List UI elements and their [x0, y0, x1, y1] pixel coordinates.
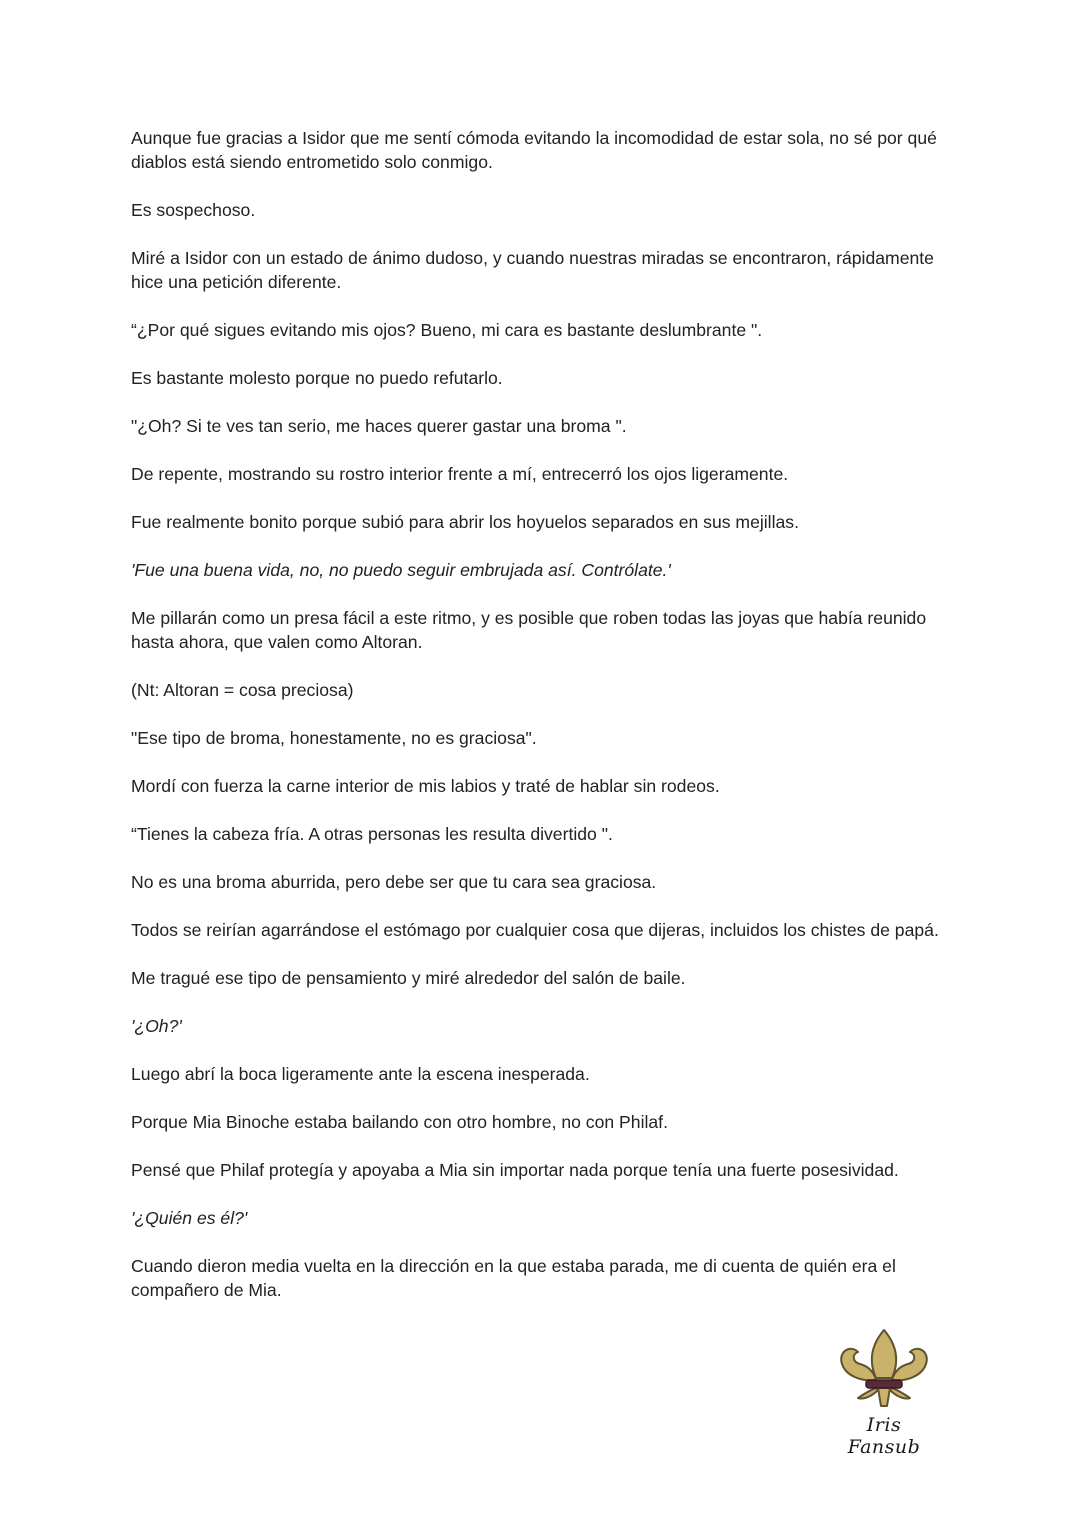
paragraph-19: Luego abrí la boca ligeramente ante la escena inesperada. — [131, 1064, 590, 1084]
paragraph-14: “Tienes la cabeza fría. A otras personas les resulta divertido ". — [131, 824, 613, 844]
document-body — [131, 126, 946, 1326]
paragraph-5: Es bastante molesto porque no puedo refutarlo. — [131, 368, 503, 388]
paragraph-8: Fue realmente bonito porque subió para abrir los hoyuelos separados en sus mejillas. — [131, 512, 799, 532]
paragraph-10: Me pillarán como un presa fácil a este ritmo, y es posible que roben todas las joyas que había reunido hasta ahora, que valen como Altoran. — [131, 608, 927, 652]
paragraph-22-thought: '¿Quién es él?' — [131, 1208, 248, 1228]
paragraph-21: Pensé que Philaf protegía y apoyaba a Mia sin importar nada porque tenía una fuerte posesividad. — [131, 1160, 899, 1180]
paragraph-7: De repente, mostrando su rostro interior frente a mí, entrecerró los ojos ligeramente. — [131, 464, 789, 484]
paragraph-20: Porque Mia Binoche estaba bailando con otro hombre, no con Philaf. — [131, 1112, 668, 1132]
iris-fansub-logo — [832, 1326, 936, 1458]
paragraph-9-thought: 'Fue una buena vida, no, no puedo seguir embrujada así. Contrólate.' — [131, 560, 671, 580]
paragraph-18-thought: '¿Oh?' — [131, 1016, 182, 1036]
paragraph-16: Todos se reirían agarrándose el estómago por cualquier cosa que dijeras, incluidos los chistes de papá. — [131, 920, 939, 940]
paragraph-1: Aunque fue gracias a Isidor que me sentí cómoda evitando la incomodidad de estar sola, no sé por qué diablos está siendo entrometido solo conmigo. — [131, 128, 937, 172]
paragraph-15: No es una broma aburrida, pero debe ser que tu cara sea graciosa. — [131, 872, 657, 892]
paragraph-17: Me tragué ese tipo de pensamiento y miré alrededor del salón de baile. — [131, 968, 686, 988]
fleur-de-lis-icon — [832, 1326, 936, 1410]
paragraph-13: Mordí con fuerza la carne interior de mis labios y traté de hablar sin rodeos. — [131, 776, 720, 796]
paragraph-23: Cuando dieron media vuelta en la dirección en la que estaba parada, me di cuenta de quién era el compañero de Mia. — [131, 1256, 896, 1300]
paragraph-3: Miré a Isidor con un estado de ánimo dudoso, y cuando nuestras miradas se encontraron, rápidamente hice una petición diferente. — [131, 248, 934, 292]
paragraph-2: Es sospechoso. — [131, 200, 256, 220]
paragraph-6: "¿Oh? Si te ves tan serio, me haces querer gastar una broma ". — [131, 416, 627, 436]
translator-note: (Nt: Altoran = cosa preciosa) — [131, 680, 354, 700]
paragraph-12: "Ese tipo de broma, honestamente, no es graciosa". — [131, 728, 537, 748]
paragraph-4: “¿Por qué sigues evitando mis ojos? Bueno, mi cara es bastante deslumbrante ". — [131, 320, 763, 340]
logo-text: Iris Fansub — [847, 1414, 921, 1458]
